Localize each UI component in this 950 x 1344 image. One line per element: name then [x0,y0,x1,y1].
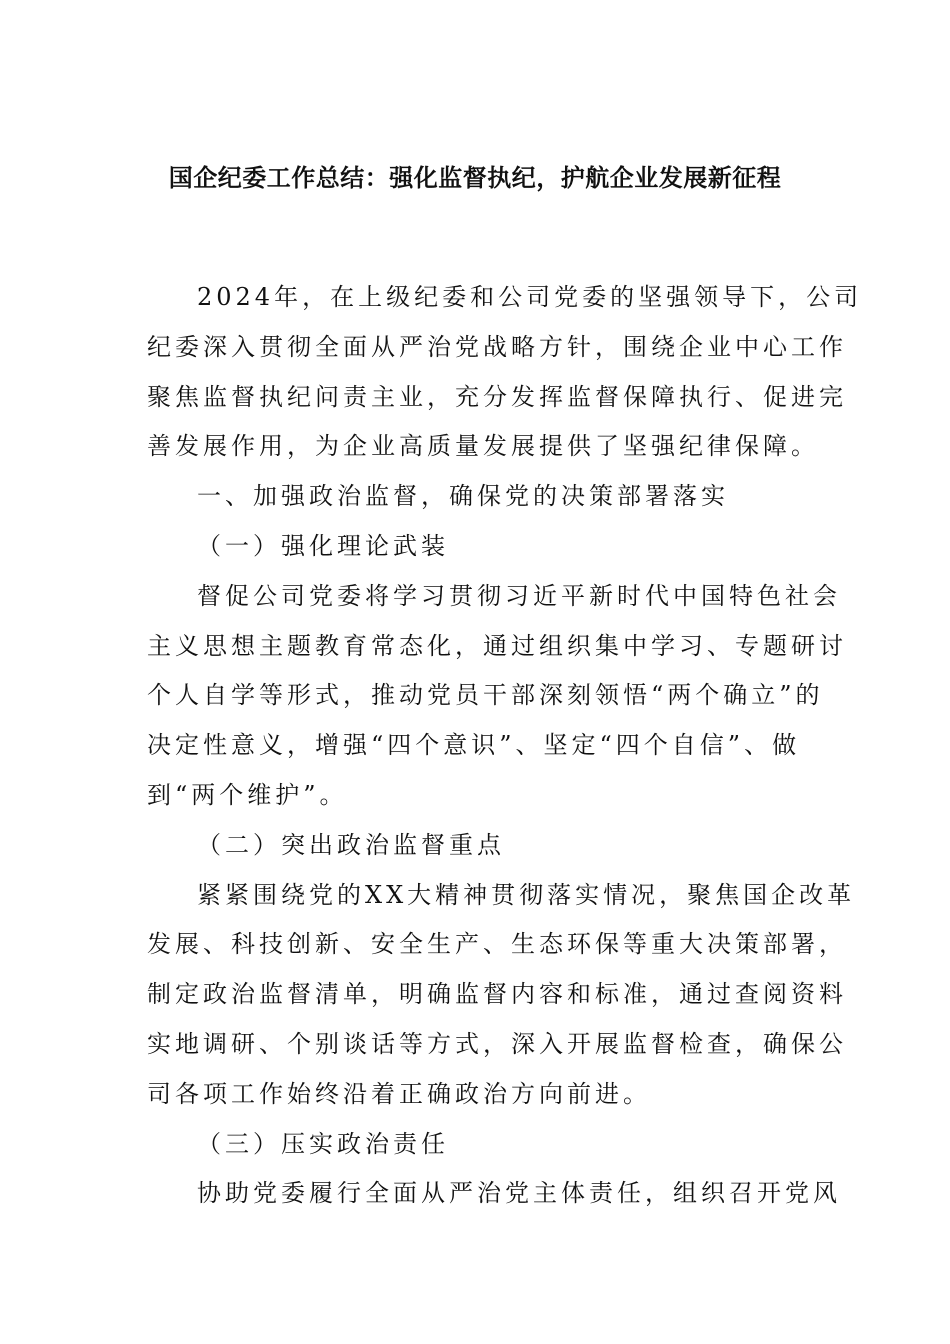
section-heading: 一、加强政治监督，确保党的决策部署落实 [197,482,729,511]
paragraph-line: 到“两个维护”。 [147,780,348,809]
paragraph-line: 主义思想主题教育常态化，通过组织集中学习、专题研讨 [147,631,847,660]
paragraph-line: 个人自学等形式，推动党员干部深刻领悟“两个确立”的 [147,681,824,710]
document-title: 国企纪委工作总结：强化监督执纪，护航企业发展新征程 [168,164,782,192]
paragraph-line: 协助党委履行全面从严治党主体责任，组织召开党风 [197,1179,841,1208]
subsection-heading: （一）强化理论武装 [197,531,449,560]
subsection-heading: （三）压实政治责任 [197,1129,449,1158]
paragraph-line: 决定性意义，增强“四个意识”、坚定“四个自信”、做 [147,731,801,760]
paragraph-line: 制定政治监督清单，明确监督内容和标准，通过查阅资料 [147,980,847,1009]
subsection-heading: （二）突出政治监督重点 [197,830,505,859]
paragraph-line: 2024年，在上级纪委和公司党委的坚强领导下，公司 [197,283,863,311]
paragraph-line: 发展、科技创新、安全生产、生态环保等重大决策部署， [147,930,847,959]
paragraph-line: 督促公司党委将学习贯彻习近平新时代中国特色社会 [197,581,841,610]
paragraph-line: 紧紧围绕党的XX大精神贯彻落实情况，聚焦国企改革 [197,880,856,909]
paragraph-line: 善发展作用，为企业高质量发展提供了坚强纪律保障。 [147,432,819,461]
paragraph-line: 聚焦监督执纪问责主业，充分发挥监督保障执行、促进完 [147,382,847,411]
paragraph-line: 司各项工作始终沿着正确政治方向前进。 [147,1079,651,1108]
paragraph-line: 纪委深入贯彻全面从严治党战略方针，围绕企业中心工作 [147,332,847,361]
document-body [147,278,863,1224]
paragraph-line: 实地调研、个别谈话等方式，深入开展监督检查，确保公 [147,1029,847,1058]
